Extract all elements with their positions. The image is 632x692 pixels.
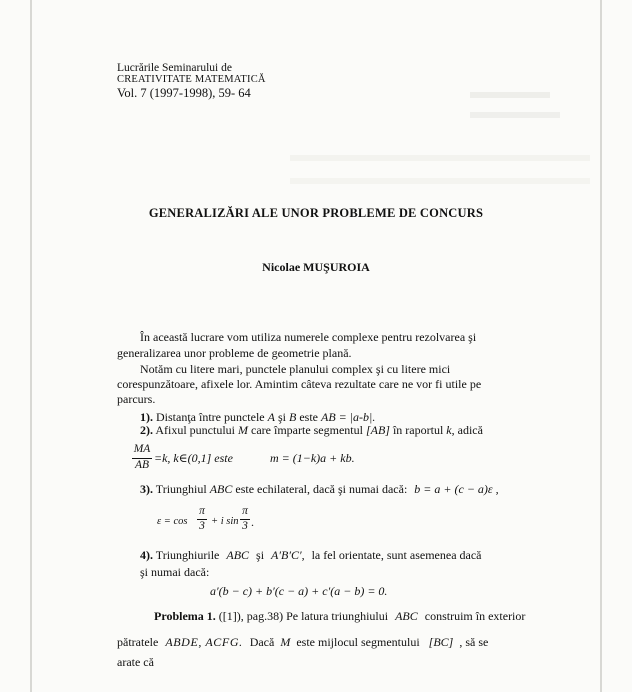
conjunction: şi — [256, 548, 265, 562]
point-m: M — [280, 635, 291, 649]
equilateral-formula: b = a + (c − a)ε , — [414, 482, 499, 496]
ratio-k: k — [446, 423, 452, 437]
point-a: A — [267, 410, 275, 424]
problem-1-line-2 — [117, 635, 488, 649]
result-4-number: 4). — [140, 548, 153, 562]
point-m: M — [238, 423, 249, 437]
result-1 — [140, 410, 375, 424]
conjunction: şi — [277, 410, 286, 424]
squares-notation: ABDE, ACFG. — [165, 635, 243, 649]
division-point-formula: m = (1−k)a + kb. — [270, 451, 355, 465]
fraction-numerator: MA — [133, 443, 151, 455]
pi-numerator: π — [199, 505, 205, 517]
result-4 — [140, 548, 482, 562]
paper-author: Nicolae MUŞUROIA — [262, 260, 370, 274]
journal-subtitle: CREATIVITATE MATEMATICĂ — [117, 74, 266, 85]
result-3-text: Triunghiul — [155, 482, 207, 496]
bleed-through-mark — [470, 92, 550, 98]
result-1-number: 1). — [140, 410, 153, 424]
result-2 — [140, 423, 483, 437]
verb: este — [299, 410, 318, 424]
problem-1 — [154, 609, 525, 623]
bleed-through-mark — [470, 112, 560, 118]
problem-text: Dacă — [249, 635, 275, 649]
intro-line: generalizarea unor probleme de geometrie plană. — [117, 346, 352, 360]
result-1-text: Distanţa între punctele — [156, 410, 265, 424]
problem-text: construim în exterior — [424, 609, 526, 623]
segment-ab: [AB] — [365, 423, 390, 437]
result-2-text: Afixul punctului — [155, 423, 236, 437]
distance-formula: AB = |a-b|. — [321, 410, 376, 424]
result-4-text: Triunghiurile — [155, 548, 220, 562]
result-3-text: este echilateral, dacă şi numai dacă: — [235, 482, 408, 496]
three-denominator: 3 — [242, 520, 248, 532]
result-4-text: la fel orientate, sunt asemenea dacă — [311, 548, 482, 562]
result-2-text: care împarte segmentul — [251, 423, 363, 437]
result-3-number: 3). — [140, 482, 153, 496]
journal-name: Lucrările Seminarului de — [117, 62, 232, 74]
problem-text: pătratele — [117, 635, 159, 649]
problem-text: , să se — [459, 635, 489, 649]
similarity-formula: a′(b − c) + b′(c − a) + c′(a − b) = 0. — [210, 584, 388, 598]
result-2-number: 2). — [140, 423, 153, 437]
segment-bc: [BC] — [428, 635, 454, 649]
problem-text: este mijlocul segmentului — [296, 635, 420, 649]
epsilon-def: ε = cos — [157, 516, 188, 527]
fraction-denominator: AB — [134, 459, 150, 471]
paper-title: GENERALIZĂRI ALE UNOR PROBLEME DE CONCURS — [148, 206, 484, 220]
triangle-abc-prime: A′B′C′, — [271, 548, 305, 562]
period: . — [251, 515, 254, 529]
journal-volume: Vol. 7 (1997-1998), 59- 64 — [117, 86, 251, 100]
result-2-text: , adică — [451, 423, 483, 437]
bleed-through-mark — [290, 178, 590, 184]
bleed-through-mark — [290, 155, 590, 161]
intro-line: Notăm cu litere mari, punctele planului complex şi cu litere mici — [140, 362, 451, 376]
problem-label: Problema 1. — [154, 609, 216, 623]
three-denominator: 3 — [199, 520, 205, 532]
result-3 — [140, 482, 499, 496]
result-4-text: şi numai dacă: — [140, 565, 210, 579]
triangle-abc: ABC — [226, 548, 250, 562]
intro-line: În această lucrare vom utiliza numerele complexe pentru rezolvarea şi — [140, 330, 477, 344]
intro-line: corespunzătoare, afixele lor. Amintim câteva rezultate care ne vor fi utile pe — [117, 377, 482, 391]
intro-line: parcurs. — [117, 392, 156, 406]
problem-1-line-3: arate că — [117, 655, 154, 669]
point-b: B — [289, 410, 297, 424]
problem-text: ([1]), pag.38) Pe latura triunghiului — [218, 609, 389, 623]
triangle-abc: ABC — [395, 609, 418, 623]
pi-numerator: π — [242, 505, 248, 517]
result-2-text: în raportul — [392, 423, 444, 437]
epsilon-def: + i sin — [211, 516, 239, 527]
scan-fold-left — [30, 0, 32, 692]
triangle-abc: ABC — [209, 482, 233, 496]
scan-fold-right — [600, 0, 602, 692]
ratio-condition: =k, k∈(0,1] este — [154, 451, 233, 465]
